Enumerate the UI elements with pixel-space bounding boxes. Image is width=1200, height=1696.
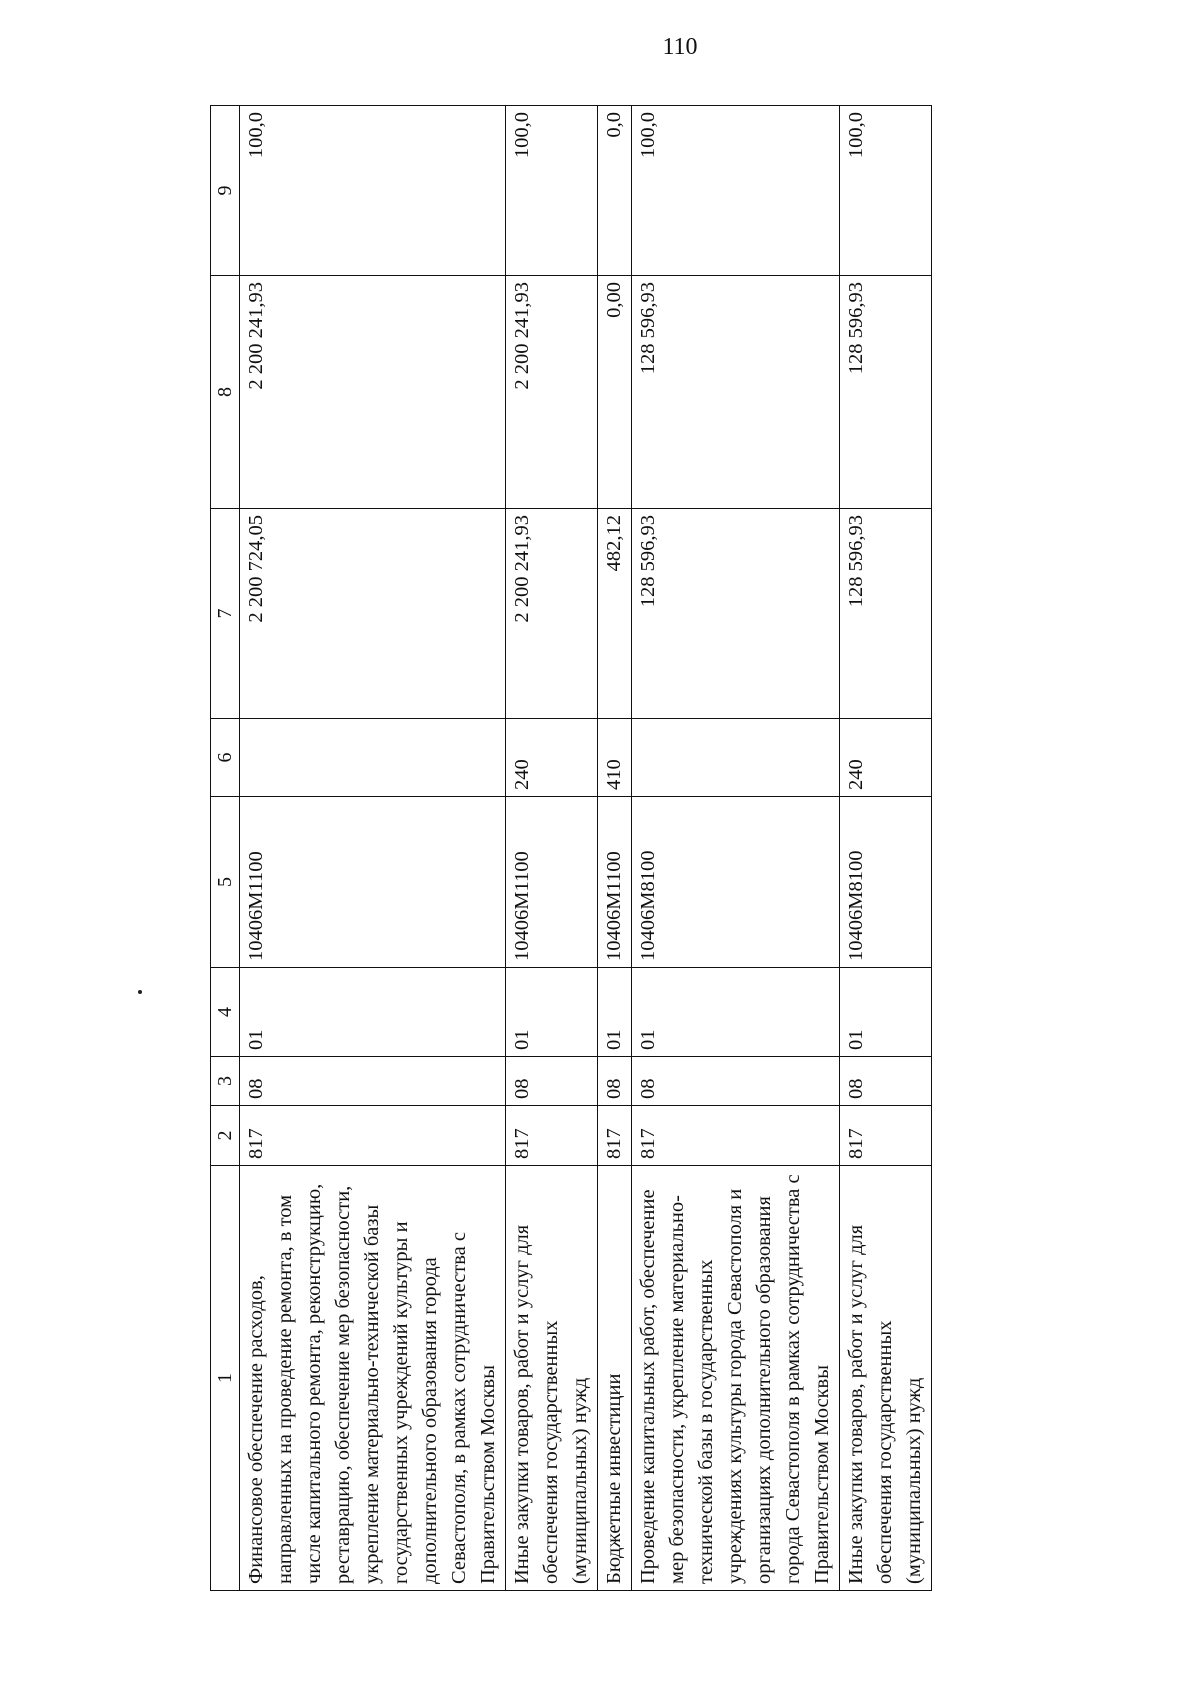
- column-header: 4: [211, 968, 240, 1057]
- target-article-cell: 10406М1100: [506, 797, 598, 968]
- planned-amount-cell: 128 596,93: [840, 509, 932, 719]
- section-code-cell: 08: [598, 1057, 632, 1106]
- target-article-cell: 10406М1100: [598, 797, 632, 968]
- planned-amount-cell: 2 200 241,93: [506, 509, 598, 719]
- grbs-code-cell: 817: [840, 1106, 932, 1166]
- grbs-code-cell: 817: [598, 1106, 632, 1166]
- table-row: [632, 106, 840, 1591]
- planned-amount-cell: 128 596,93: [632, 509, 840, 719]
- subsection-code-cell: 01: [506, 968, 598, 1057]
- grbs-code-cell: 817: [632, 1106, 840, 1166]
- expense-name-cell: Иные закупки товаров, работ и услуг для обеспечения государственных (муниципальных) нужд: [506, 1166, 598, 1591]
- column-header: 8: [211, 276, 240, 509]
- expense-type-cell: [632, 719, 840, 797]
- subsection-code-cell: 01: [632, 968, 840, 1057]
- table-row: [506, 106, 598, 1591]
- page-number: 110: [662, 34, 698, 60]
- actual-amount-cell: 2 200 241,93: [240, 276, 506, 509]
- column-header: 5: [211, 797, 240, 968]
- percent-cell: 100,0: [840, 106, 932, 276]
- section-code-cell: 08: [506, 1057, 598, 1106]
- section-code-cell: 08: [840, 1057, 932, 1106]
- percent-cell: 100,0: [240, 106, 506, 276]
- target-article-cell: 10406М1100: [240, 797, 506, 968]
- actual-amount-cell: 128 596,93: [632, 276, 840, 509]
- expense-type-cell: 240: [506, 719, 598, 797]
- target-article-cell: 10406М8100: [632, 797, 840, 968]
- column-header: 3: [211, 1057, 240, 1106]
- expense-name-cell: Бюджетные инвестиции: [598, 1166, 632, 1591]
- percent-cell: 100,0: [506, 106, 598, 276]
- percent-cell: 0,0: [598, 106, 632, 276]
- subsection-code-cell: 01: [598, 968, 632, 1057]
- column-header: 1: [211, 1166, 240, 1591]
- section-code-cell: 08: [632, 1057, 840, 1106]
- expense-type-cell: 240: [840, 719, 932, 797]
- subsection-code-cell: 01: [240, 968, 506, 1057]
- column-header: 9: [211, 106, 240, 276]
- column-number-row: [211, 106, 240, 1591]
- budget-table: [210, 105, 932, 1591]
- column-header: 7: [211, 509, 240, 719]
- grbs-code-cell: 817: [506, 1106, 598, 1166]
- expense-name-cell: Проведение капитальных работ, обеспечение мер безопасности, укрепление материально-технической базы в государственных учреждениях культуры города Севастополя и организациях дополнительного образования города Севастополя в рамках сотрудничества с Правительством Москвы: [632, 1166, 840, 1591]
- rotated-table-wrapper: [210, 106, 1000, 1591]
- column-header: 2: [211, 1106, 240, 1166]
- table-row: [240, 106, 506, 1591]
- actual-amount-cell: 0,00: [598, 276, 632, 509]
- actual-amount-cell: 128 596,93: [840, 276, 932, 509]
- expense-type-cell: 410: [598, 719, 632, 797]
- column-header: 6: [211, 719, 240, 797]
- section-code-cell: 08: [240, 1057, 506, 1106]
- target-article-cell: 10406М8100: [840, 797, 932, 968]
- grbs-code-cell: 817: [240, 1106, 506, 1166]
- scan-speck: [138, 990, 142, 994]
- expense-name-cell: Иные закупки товаров, работ и услуг для обеспечения государственных (муниципальных) нужд: [840, 1166, 932, 1591]
- planned-amount-cell: 482,12: [598, 509, 632, 719]
- subsection-code-cell: 01: [840, 968, 932, 1057]
- table-row: [840, 106, 932, 1591]
- planned-amount-cell: 2 200 724,05: [240, 509, 506, 719]
- percent-cell: 100,0: [632, 106, 840, 276]
- expense-name-cell: Финансовое обеспечение расходов, направленных на проведение ремонта, в том числе капитального ремонта, реконструкцию, реставрацию, обеспечение мер безопасности, укрепление материально-технической базы государственных учреждений культуры и дополнительного образования города Севастополя, в рамках сотрудничества с Правительством Москвы: [240, 1166, 506, 1591]
- table-row: [598, 106, 632, 1591]
- actual-amount-cell: 2 200 241,93: [506, 276, 598, 509]
- expense-type-cell: [240, 719, 506, 797]
